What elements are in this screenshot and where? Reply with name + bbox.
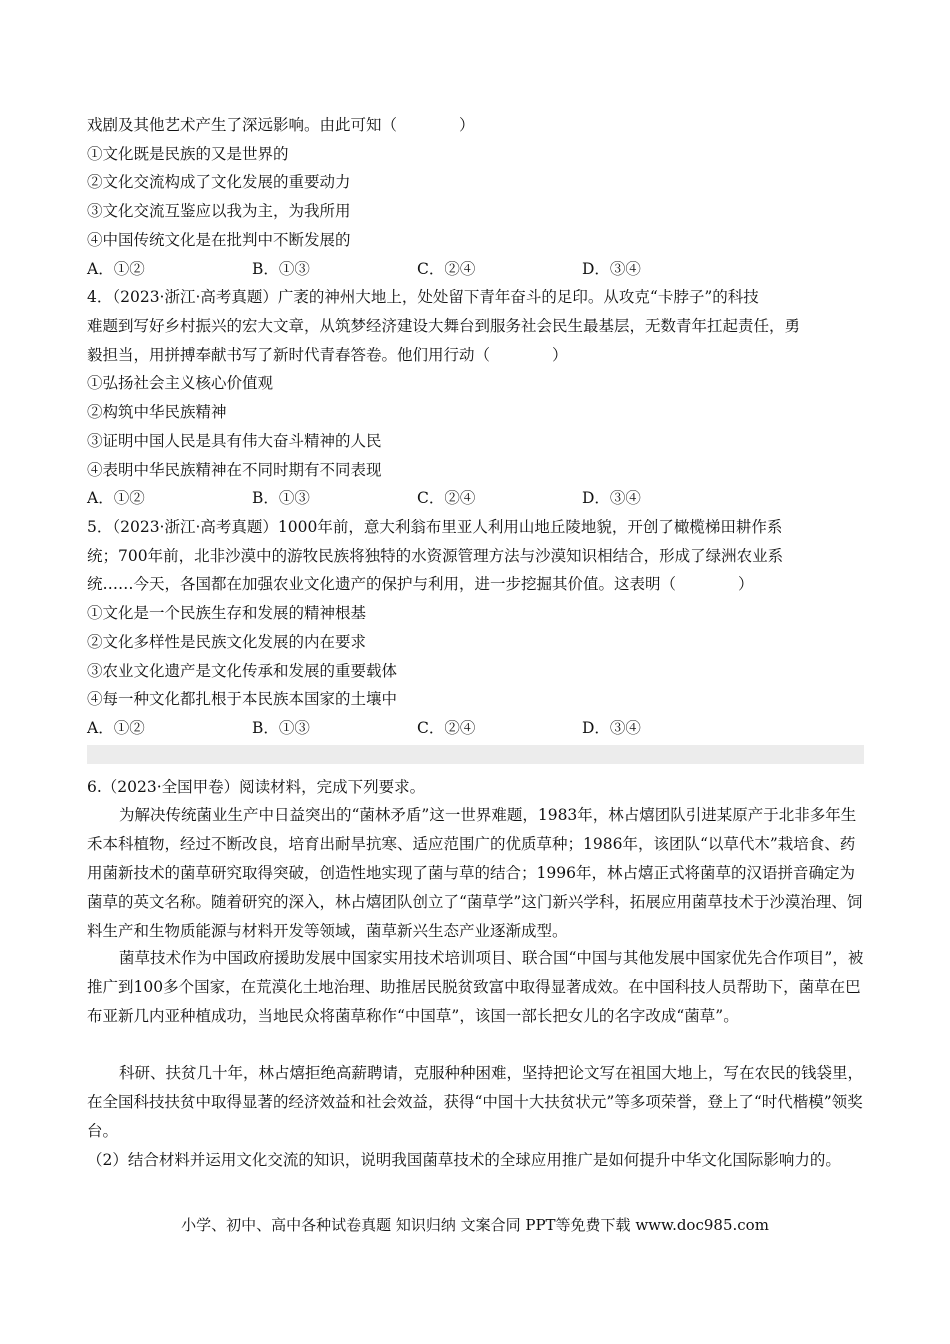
q3-option-b: B．①③ [252,260,310,278]
q3-option-c: C．②④ [417,260,476,278]
q3-item-1: ①文化既是民族的又是世界的 [87,145,289,163]
q4-option-d: D．③④ [582,489,641,507]
q4-stem-line-1: 4．（2023·浙江·高考真题）广袤的神州大地上，处处留下青年奋斗的足印。从攻克“卡脖子”的科技 [87,288,759,306]
q4-stem-line-3: 毅担当，用拼搏奉献书写了新时代青春答卷。他们用行动（ ） [87,346,568,364]
q6-subquestion-2: （2）结合材料并运用文化交流的知识，说明我国菌草技术的全球应用推广是如何提升中华文化国际影响力的。 [87,1151,841,1169]
q4-item-4: ④表明中华民族精神在不同时期有不同表现 [87,461,382,479]
q4-item-3: ③证明中国人民是具有伟大奋斗精神的人民 [87,432,382,450]
q5-option-c: C．②④ [417,719,476,737]
q6-material-paragraph-1: 为解决传统菌业生产中日益突出的“菌林矛盾”这一世界难题，1983年，林占熺团队引进某原产于北非多年生禾本科植物，经过不断改良，培育出耐旱抗寒、适应范围广的优质草种；1986年，该团队“以草代木”栽培食、药用菌新技术的菌草研究取得突破，创造性地实现了菌与草的结合；1996年，林占熺正式将菌草的汉语拼音确定为菌草的英文名称。随着研究的深入，林占熺团队创立了“菌草学”这门新兴学科，拓展应用菌草技术于沙漠治理、饲料生产和生物质能源与材料开发等领域，菌草新兴生态产业逐渐成型。 [87,806,863,940]
q5-item-3: ③农业文化遗产是文化传承和发展的重要载体 [87,662,398,680]
q4-stem-line-2: 难题到写好乡村振兴的宏大文章，从筑梦经济建设大舞台到服务社会民生最基层，无数青年扛起责任，勇 [87,317,801,335]
page-footer: 小学、初中、高中各种试卷真题 知识归纳 文案合同 PPT等免费下载 www.doc985.com [181,1216,769,1234]
q3-stem-continuation: 戏剧及其他艺术产生了深远影响。由此可知（ ） [87,116,475,134]
q4-option-b: B．①③ [252,489,310,507]
q4-option-a: A．①② [87,489,145,507]
q5-option-a: A．①② [87,719,145,737]
q5-option-b: B．①③ [252,719,310,737]
section-separator [87,745,864,764]
q5-item-1: ①文化是一个民族生存和发展的精神根基 [87,604,367,622]
q3-item-3: ③文化交流互鉴应以我为主，为我所用 [87,202,351,220]
q3-option-d: D．③④ [582,260,641,278]
q4-option-c: C．②④ [417,489,476,507]
q5-stem-line-2: 统；700年前，北非沙漠中的游牧民族将独特的水资源管理方法与沙漠知识相结合，形成了绿洲农业系 [87,547,784,565]
q5-option-d: D．③④ [582,719,641,737]
q3-item-2: ②文化交流构成了文化发展的重要动力 [87,173,351,191]
q5-stem-line-3: 统……今天，各国都在加强农业文化遗产的保护与利用，进一步挖掘其价值。这表明（ ） [87,575,754,593]
q4-item-2: ②构筑中华民族精神 [87,403,227,421]
q4-item-1: ①弘扬社会主义核心价值观 [87,374,274,392]
q6-heading: 6.（2023·全国甲卷）阅读材料，完成下列要求。 [87,778,426,796]
q6-material-paragraph-3: 科研、扶贫几十年，林占熺拒绝高薪聘请，克服种种困难，坚持把论文写在祖国大地上，写在农民的钱袋里，在全国科技扶贫中取得显著的经济效益和社会效益，获得“中国十大扶贫状元”等多项荣誉，登上了“时代楷模”领奖台。 [87,1064,864,1140]
q5-stem-line-1: 5．（2023·浙江·高考真题）1000年前，意大利翁布里亚人利用山地丘陵地貌，开创了橄榄梯田耕作系 [87,518,783,536]
q5-item-2: ②文化多样性是民族文化发展的内在要求 [87,633,367,651]
q3-item-4: ④中国传统文化是在批判中不断发展的 [87,231,351,249]
q5-item-4: ④每一种文化都扎根于本民族本国家的土壤中 [87,690,398,708]
q3-option-a: A．①② [87,260,145,278]
q6-material-paragraph-2: 菌草技术作为中国政府援助发展中国家实用技术培训项目、联合国“中国与其他发展中国家优先合作项目”，被推广到100多个国家，在荒漠化土地治理、助推居民脱贫致富中取得显著成效。在中国科技人员帮助下，菌草在巴布亚新几内亚种植成功，当地民众将菌草称作“中国草”，该国一部长把女儿的名字改成“菌草”。 [87,949,864,1025]
